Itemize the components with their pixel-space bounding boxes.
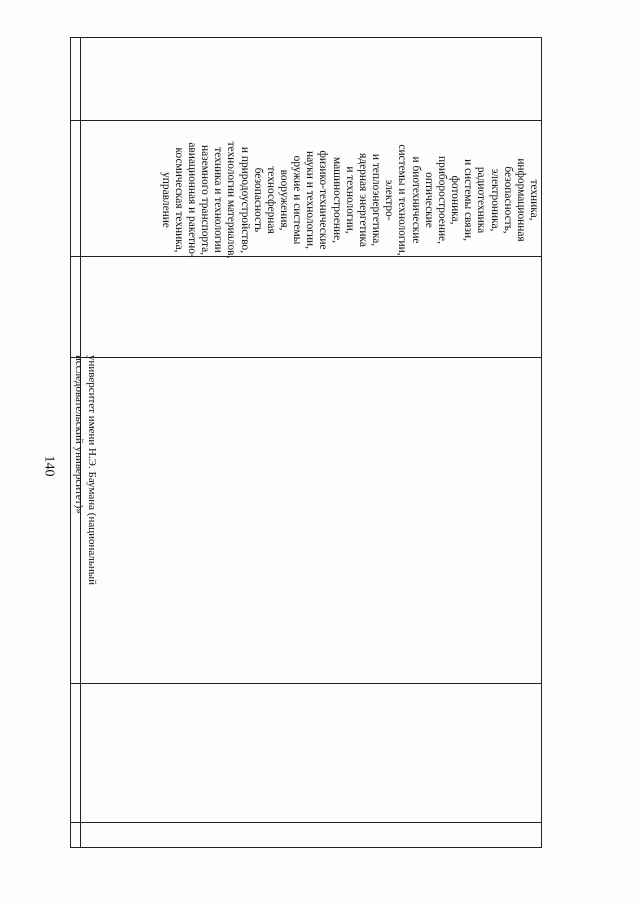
- study-fields-cell: [158, 140, 540, 260]
- field-line: и природоустройство,: [238, 146, 251, 254]
- field-line: машиностроение,: [330, 157, 343, 243]
- field-line: приборостроение,: [435, 156, 448, 244]
- university-name-line: университет имени Н.Э. Баумана (национальный: [86, 355, 98, 586]
- table-rule-bottom: [70, 822, 542, 823]
- field-line: фотоника,: [449, 175, 462, 225]
- field-line: и биотехнические: [409, 156, 422, 244]
- table-rule-top-header: [70, 120, 542, 121]
- field-line: техника,: [528, 179, 540, 221]
- field-line: физико-технические: [317, 150, 330, 250]
- field-line: безопасность,: [501, 166, 514, 234]
- field-line: и системы связи,: [462, 159, 475, 241]
- field-line: технологии материалов,: [225, 141, 238, 259]
- field-line: авиационная и ракетно-: [185, 142, 198, 258]
- field-line: информационная: [514, 158, 527, 242]
- field-line: ядерная энергетика: [356, 153, 369, 247]
- field-line: техника и технологии: [212, 147, 225, 253]
- university-name-cell: [72, 355, 98, 585]
- university-name-line: исследовательский университет)»: [73, 355, 85, 514]
- field-line: науки и технологии,: [304, 151, 317, 249]
- field-line: оружие и системы: [291, 155, 304, 245]
- field-line: вооружения,: [278, 169, 291, 231]
- field-line: радиотехника: [475, 166, 488, 234]
- field-line: оптические: [422, 172, 435, 228]
- table-rule-lower: [70, 683, 542, 684]
- field-line: космическая техника,: [172, 147, 185, 253]
- field-line: безопасность: [251, 167, 264, 233]
- field-line: техносферная: [264, 166, 277, 234]
- field-line: электроника,: [488, 168, 501, 232]
- page-number: 140: [41, 455, 56, 477]
- field-line: и технологии,: [343, 166, 356, 234]
- field-line: системы и технологии,: [396, 144, 409, 256]
- field-line: наземного транспорта,: [199, 144, 212, 255]
- field-line: управление: [159, 172, 172, 228]
- field-line: электро-: [383, 179, 396, 221]
- table-rule-middle: [70, 357, 542, 358]
- field-line: и теплоэнергетика,: [370, 153, 383, 247]
